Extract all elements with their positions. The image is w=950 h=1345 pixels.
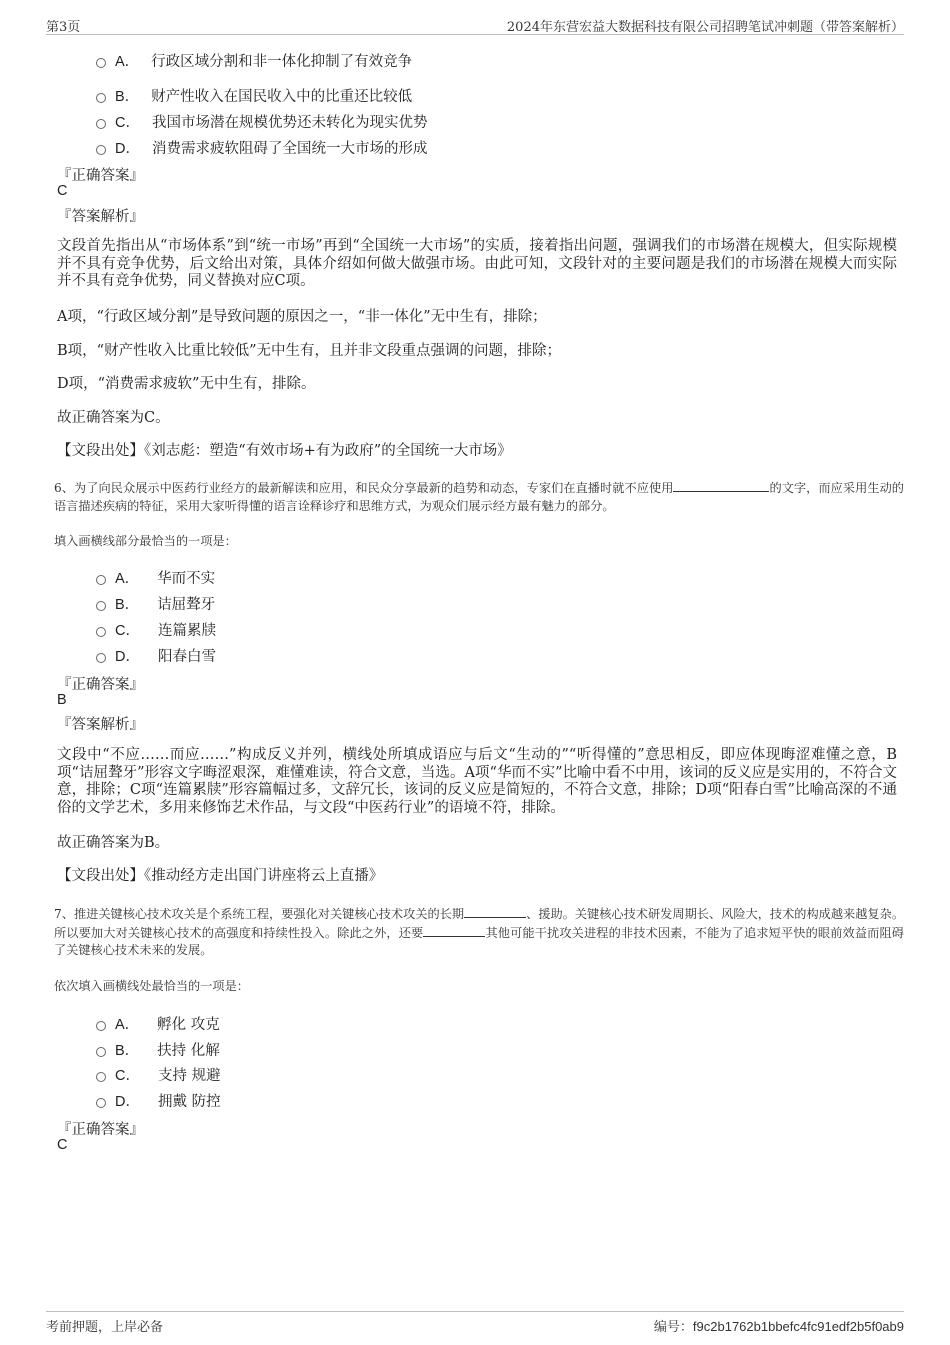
radio-icon[interactable] <box>96 1047 106 1057</box>
q6-answer-label: 『正确答案』 <box>57 677 144 693</box>
radio-icon[interactable] <box>96 145 106 155</box>
q6-conclusion: 故正确答案为B。 <box>57 835 170 851</box>
radio-icon[interactable] <box>96 58 106 68</box>
q5-note-b: B项，“财产性收入比重比较低”无中生有，且并非文段重点强调的问题，排除； <box>57 343 561 359</box>
q7-option-a[interactable]: A． 孵化 攻克 <box>96 1013 220 1034</box>
footer-slogan: 考前押题，上岸必备 <box>46 1320 164 1335</box>
q5-option-c[interactable]: C． 我国市场潜在规模优势还未转化为现实优势 <box>96 111 427 132</box>
document-title: 2024年东营宏益大数据科技有限公司招聘笔试冲刺题（带答案解析） <box>506 20 904 35</box>
q7-answer-label: 『正确答案』 <box>57 1122 144 1138</box>
q5-source: 【文段出处】《刘志彪：塑造“有效市场+有为政府”的全国统一大市场》 <box>57 443 512 459</box>
page-header <box>46 14 904 35</box>
q5-conclusion: 故正确答案为C。 <box>57 410 170 426</box>
q7-blank-1[interactable] <box>464 905 526 918</box>
q6-option-a[interactable]: A． 华而不实 <box>96 567 215 588</box>
q5-answer: C <box>57 183 68 199</box>
q6-prompt: 填入画横线部分最恰当的一项是： <box>54 534 237 548</box>
radio-icon[interactable] <box>96 1021 106 1031</box>
page-footer <box>46 1311 904 1334</box>
q6-blank[interactable] <box>673 479 769 492</box>
q7-option-c[interactable]: C． 支持 规避 <box>96 1064 221 1085</box>
radio-icon[interactable] <box>96 575 106 585</box>
q6-option-b[interactable]: B． 诘屈聱牙 <box>96 593 215 614</box>
q5-option-d[interactable]: D． 消费需求疲软阻碍了全国统一大市场的形成 <box>96 137 427 158</box>
radio-icon[interactable] <box>96 627 106 637</box>
page-number: 第3页 <box>46 20 81 35</box>
q5-analysis-label: 『答案解析』 <box>57 209 144 225</box>
q5-option-a[interactable]: A． 行政区域分割和非一体化抑制了有效竞争 <box>96 50 412 71</box>
q5-note-d: D项，“消费需求疲软”无中生有，排除。 <box>57 376 316 392</box>
q5-analysis: 文段首先指出从“市场体系”到“统一市场”再到“全国统一大市场”的实质，接着指出问题，强调我们的市场潜在规模大，但实际规模并不具有竞争优势，后文给出对策，具体介绍如何做大做强市场。由此可知，文段针对的主要问题是我们的市场潜在规模大而实际并不具有竞争优势，同义替换对应C项。 <box>57 238 897 289</box>
q6-analysis-label: 『答案解析』 <box>57 717 144 733</box>
q7-option-d[interactable]: D． 拥戴 防控 <box>96 1090 221 1111</box>
q6-option-d[interactable]: D． 阳春白雪 <box>96 645 216 666</box>
radio-icon[interactable] <box>96 93 106 103</box>
q6-analysis: 文段中“不应……而应……”构成反义并列，横线处所填成语应与后文“生动的”“听得懂的”意思相反，即应体现晦涩难懂之意，B项“诘屈聱牙”形容文字晦涩艰深，难懂难读，符合文意，当选。A项“华而不实”比喻中看不中用，该词的反义应是实用的，不符合文意，排除；C项“连篇累牍”形容篇幅过多，文辞冗长，该词的反义应是简短的，不符合文意，排除；D项“阳春白雪”比喻高深的不通俗的文学艺术，多用来修饰艺术作品，与文段“中医药行业”的语境不符，排除。 <box>57 747 897 816</box>
radio-icon[interactable] <box>96 601 106 611</box>
q7-answer: C <box>57 1137 68 1153</box>
q6-source: 【文段出处】《推动经方走出国门讲座将云上直播》 <box>57 868 384 884</box>
q6-answer: B <box>57 692 67 708</box>
q5-option-b[interactable]: B． 财产性收入在国民收入中的比重还比较低 <box>96 85 412 106</box>
q5-note-a: A项，“行政区域分割”是导致问题的原因之一，“非一体化”无中生有，排除； <box>57 309 547 325</box>
radio-icon[interactable] <box>96 1072 106 1082</box>
footer-code: 编号：f9c2b1762b1bbefc4fc91edf2b5f0ab9 <box>653 1319 904 1335</box>
q7-blank-2[interactable] <box>423 924 485 937</box>
radio-icon[interactable] <box>96 119 106 129</box>
radio-icon[interactable] <box>96 653 106 663</box>
q7-prompt: 依次填入画横线处最恰当的一项是： <box>54 979 249 993</box>
q7-question-text: 7、推进关键核心技术攻关是个系统工程，要强化对关键核心技术攻关的长期 、援助。关键核心技术研发周期长、风险大，技术的构成越来越复杂。所以要加大对关键核心技术的高强度和持续性投入。除此之外，还要 其他可能干扰攻关进程的非技术因素，不能为了追求短平快的眼前效益而阻碍了关键核心技术未来的发展。 <box>54 907 905 957</box>
radio-icon[interactable] <box>96 1098 106 1108</box>
q6-option-c[interactable]: C． 连篇累牍 <box>96 619 216 640</box>
q7-option-b[interactable]: B． 扶持 化解 <box>96 1039 220 1060</box>
q6-question-text: 6、为了向民众展示中医药行业经方的最新解读和应用，和民众分享最新的趋势和动态，专家们在直播时就不应使用 的文字，而应采用生动的语言描述疾病的特征，采用大家听得懂的语言诠释诊疗和思维方式，为观众们展示经方最有魅力的部分。 <box>54 481 904 513</box>
q5-answer-label: 『正确答案』 <box>57 168 144 184</box>
